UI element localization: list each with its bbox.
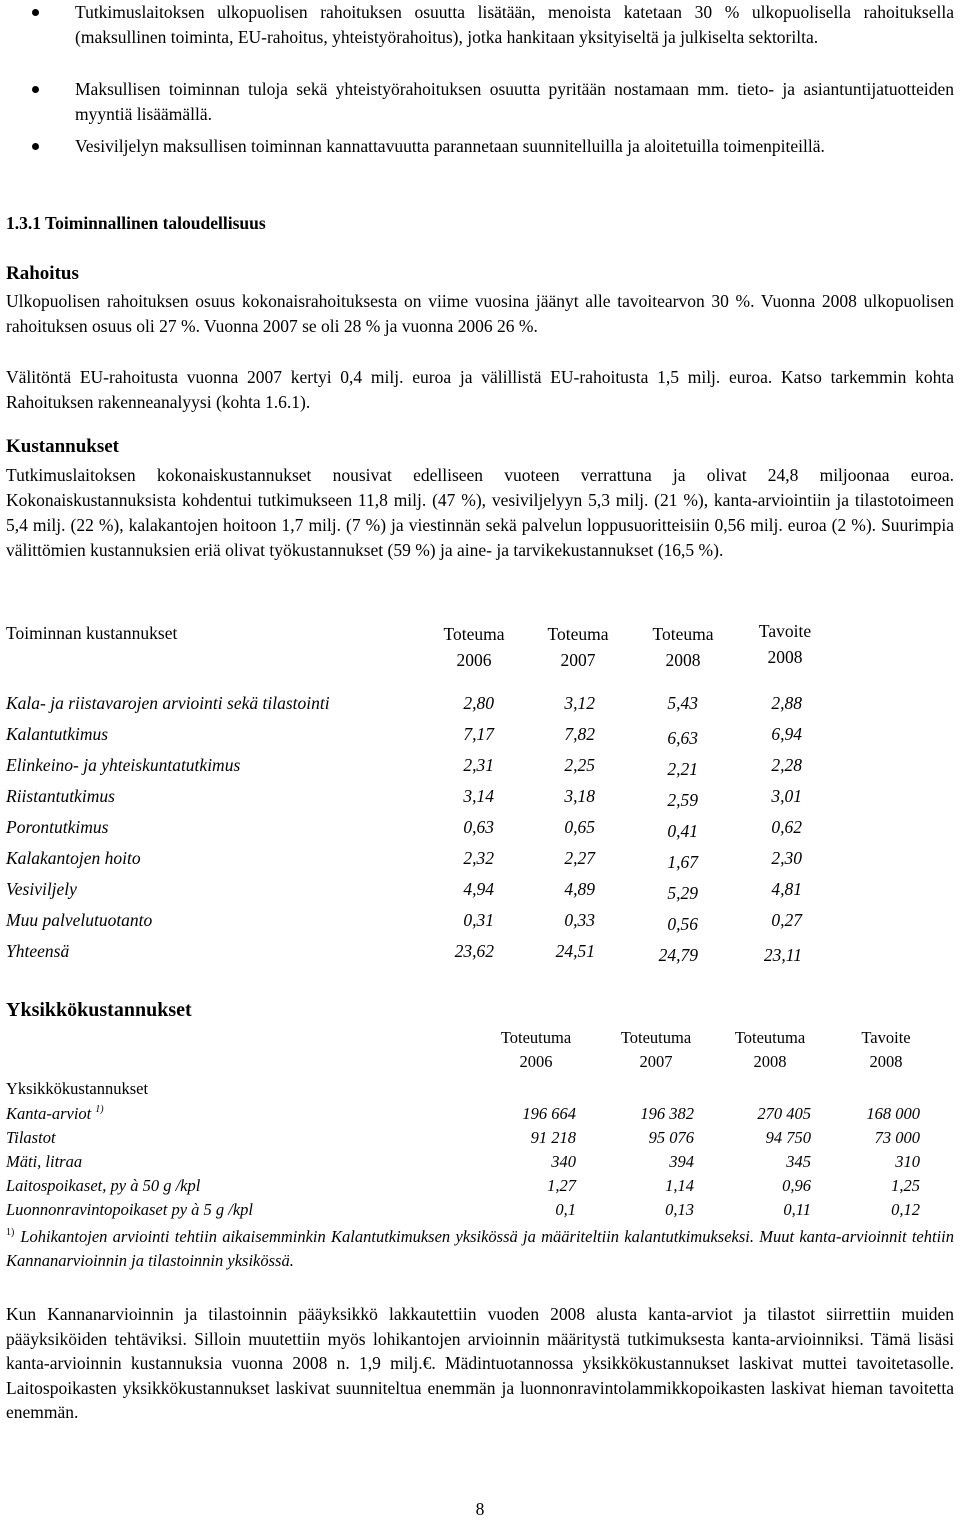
table-cell: 1,25 bbox=[891, 1176, 920, 1195]
row-label bbox=[6, 1198, 253, 1222]
unit-cost-table bbox=[6, 1026, 954, 1222]
table-cell: 0,62 bbox=[771, 817, 802, 837]
table-cell: 6,63 bbox=[667, 728, 698, 748]
kustannukset-paragraph: Tutkimuslaitoksen kokonaiskustannukset nousivat edelliseen vuoteen verrattuna ja olivat 24,8 miljoonaa euroa. Kokonaiskustannuksista kohdentui tutkimukseen 11,8 milj. (47 %), vesiviljelyyn 5,3 milj. (21 %), kanta-arviointiin ja tilastotoimeen 5,4 milj. (22 %), kalakantojen hoitoon 1,7 milj. (7 %) ja viestinnän sekä palvelun loppusuoritteisiin 0,56 milj. euroa (2 %). Suurimpia välittömien kustannuksien eriä olivat työkustannukset (59 %) ja aine- ja tarvikekustannukset (16,5 %). bbox=[6, 465, 954, 560]
cost-table bbox=[6, 621, 954, 970]
table-cell: 0,27 bbox=[771, 910, 802, 930]
table-cell: 2,27 bbox=[564, 848, 595, 868]
yksikko-heading: Yksikkökustannukset bbox=[6, 999, 192, 1021]
table-cell: 3,14 bbox=[463, 786, 494, 806]
column-header: Toteuma 2008 bbox=[652, 624, 714, 670]
cost-table-body bbox=[6, 691, 954, 970]
row-label: Elinkeino- ja yhteiskuntatutkimus bbox=[6, 755, 241, 775]
row-label bbox=[6, 1150, 82, 1174]
page-number: 8 bbox=[475, 1499, 485, 1519]
bullet-icon bbox=[32, 143, 39, 150]
table-cell: 2,21 bbox=[667, 759, 698, 779]
table-row bbox=[6, 691, 954, 722]
table-cell: 5,43 bbox=[667, 693, 698, 713]
table-cell: 0,33 bbox=[564, 910, 595, 930]
bullet-item bbox=[0, 0, 960, 50]
row-label-text: Tilastot bbox=[6, 1128, 56, 1147]
table-cell: 2,30 bbox=[771, 848, 802, 868]
row-label: Kalantutkimus bbox=[6, 724, 109, 744]
table-row bbox=[6, 846, 954, 877]
table-cell: 7,82 bbox=[564, 724, 595, 744]
table-cell: 3,01 bbox=[771, 786, 802, 806]
table-cell: 394 bbox=[669, 1152, 694, 1171]
table-cell: 0,63 bbox=[463, 817, 494, 837]
table-cell: 2,80 bbox=[463, 693, 494, 713]
cost-table-label: Toiminnan kustannukset bbox=[6, 623, 178, 643]
rahoitus-heading: Rahoitus bbox=[6, 263, 79, 284]
row-label-text: Kanta-arviot bbox=[6, 1104, 92, 1123]
row-label: Riistantutkimus bbox=[6, 786, 115, 806]
table-cell: 23,62 bbox=[454, 941, 494, 961]
bullet-text: Tutkimuslaitoksen ulkopuolisen rahoituksen osuutta lisätään, menoista katetaan 30 % ulkopuolisella rahoituksella (maksullinen toiminta, EU-rahoitus, yhteistyörahoitus), jotka hankitaan yksityiseltä ja julkiselta sektorilta. bbox=[75, 2, 954, 47]
row-label: Kala- ja riistavarojen arviointi sekä tilastointi bbox=[6, 693, 330, 713]
table-cell: 2,25 bbox=[564, 755, 595, 775]
row-label: Porontutkimus bbox=[6, 817, 109, 837]
table-cell: 1,14 bbox=[665, 1176, 694, 1195]
table-cell: 345 bbox=[786, 1152, 811, 1171]
table-cell: 270 405 bbox=[757, 1104, 811, 1123]
table-cell: 310 bbox=[895, 1152, 920, 1171]
column-header: Toteutuma 2007 bbox=[620, 1028, 692, 1071]
table-cell: 2,28 bbox=[771, 755, 802, 775]
table-row bbox=[6, 1102, 954, 1126]
table-cell: 73 000 bbox=[874, 1128, 920, 1147]
row-label: Vesiviljely bbox=[6, 879, 77, 899]
table-cell: 0,13 bbox=[665, 1200, 694, 1219]
row-label bbox=[6, 1126, 56, 1150]
row-label: Yhteensä bbox=[6, 941, 70, 961]
table-cell: 23,11 bbox=[763, 945, 802, 965]
column-header: Tavoite 2008 bbox=[758, 621, 812, 667]
table-row bbox=[6, 1126, 954, 1150]
row-label: Muu palvelutuotanto bbox=[6, 910, 153, 930]
unit-table-label: Yksikkökustannukset bbox=[6, 1079, 149, 1098]
section-heading: 1.3.1 Toiminnallinen taloudellisuus bbox=[6, 213, 266, 233]
table-cell: 1,27 bbox=[547, 1176, 576, 1195]
table-cell: 5,29 bbox=[667, 883, 698, 903]
bullet-text: Maksullisen toiminnan tuloja sekä yhteistyörahoituksen osuutta pyritään nostamaan mm. tieto- ja asiantuntijatuotteiden myyntiä lisäämällä. bbox=[75, 79, 954, 124]
column-header: Toteutuma 2008 bbox=[734, 1028, 806, 1071]
table-row bbox=[6, 1198, 954, 1222]
table-cell: 24,51 bbox=[555, 941, 595, 961]
table-cell: 24,79 bbox=[658, 945, 698, 965]
table-row bbox=[6, 1150, 954, 1174]
table-row bbox=[6, 784, 954, 815]
table-cell: 2,32 bbox=[463, 848, 494, 868]
table-cell: 1,67 bbox=[667, 852, 698, 872]
closing-paragraph: Kun Kannanarvioinnin ja tilastoinnin pääyksikkö lakkautettiin vuoden 2008 alusta kanta-arviot ja tilastot siirrettiin muiden pääyksiköiden tehtäviksi. Silloin muutettiin myös lohikantojen arvioinnin määritystä tutkimuksesta kanta-arvioinniksi. Tämä lisäsi kanta-arvioinnin kustannuksia vuonna 2008 n. 1,9 milj.€. Mädintuotannossa yksikkökustannukset laskivat muttei tavoitetasolle. Laitospoikasten yksikkökustannukset laskivat suunniteltua enemmän ja luonnonravintolammikkopoikasten laskivat hieman tavoitetta enemmän. bbox=[6, 1304, 954, 1422]
table-cell: 0,11 bbox=[783, 1200, 811, 1219]
table-cell: 0,96 bbox=[782, 1176, 811, 1195]
rahoitus-paragraph: Ulkopuolisen rahoituksen osuus kokonaisrahoituksesta on viime vuosina jäänyt alle tavoitearvon 30 %. Vuonna 2008 ulkopuolisen rahoituksen osuus oli 27 %. Vuonna 2007 se oli 28 % ja vuonna 2006 26 %. bbox=[6, 291, 954, 336]
column-header: Toteuma 2007 bbox=[547, 624, 609, 670]
row-label-text: Luonnonravintopoikaset py à 5 g /kpl bbox=[6, 1200, 254, 1219]
table-cell: 0,31 bbox=[463, 910, 494, 930]
row-label-text: Laitospoikaset, py à 50 g /kpl bbox=[6, 1176, 201, 1195]
table-cell: 0,65 bbox=[564, 817, 595, 837]
table-cell: 4,81 bbox=[771, 879, 802, 899]
unit-table-header bbox=[6, 1026, 954, 1076]
table-row bbox=[6, 1174, 954, 1198]
table-cell: 196 382 bbox=[640, 1104, 694, 1123]
column-header: Tavoite 2008 bbox=[861, 1028, 911, 1071]
bullet-icon bbox=[32, 9, 39, 16]
column-header: Toteutuma 2006 bbox=[500, 1028, 572, 1071]
row-label bbox=[6, 1174, 200, 1198]
table-cell: 94 750 bbox=[765, 1128, 811, 1147]
cost-table-header bbox=[6, 621, 954, 691]
table-row bbox=[6, 722, 954, 753]
row-label-text: Mäti, litraa bbox=[6, 1152, 83, 1171]
bullet-item bbox=[0, 77, 960, 127]
table-cell: 340 bbox=[551, 1152, 576, 1171]
table-cell: 0,1 bbox=[555, 1200, 576, 1219]
table-cell: 95 076 bbox=[648, 1128, 694, 1147]
footnote-ref: 1) bbox=[95, 1104, 104, 1115]
table-cell: 3,18 bbox=[564, 786, 595, 806]
table-cell: 0,56 bbox=[667, 914, 698, 934]
row-label: Kalakantojen hoito bbox=[6, 848, 141, 868]
table-row bbox=[6, 815, 954, 846]
table-cell: 91 218 bbox=[530, 1128, 576, 1147]
table-row bbox=[6, 753, 954, 784]
bullet-item bbox=[0, 134, 960, 159]
table-cell: 4,94 bbox=[463, 879, 494, 899]
table-cell: 2,31 bbox=[463, 755, 494, 775]
table-cell: 7,17 bbox=[463, 724, 494, 744]
footnote-text: Lohikantojen arviointi tehtiin aikaisemminkin Kalantutkimuksen yksikössä ja määriteltiin kalantutkimukseksi. Muut kanta-arvioinnit tehtiin Kannanarvioinnin ja tilastoinnin yksikössä. bbox=[6, 1227, 954, 1270]
unit-table-body bbox=[6, 1102, 954, 1222]
table-cell: 0,12 bbox=[891, 1200, 920, 1219]
table-row bbox=[6, 908, 954, 939]
table-cell: 4,89 bbox=[564, 879, 595, 899]
kustannukset-heading: Kustannukset bbox=[6, 436, 119, 457]
table-row bbox=[6, 939, 954, 970]
eu-funding-paragraph: Välitöntä EU-rahoitusta vuonna 2007 kertyi 0,4 milj. euroa ja välillistä EU-rahoitusta 1,5 milj. euroa. Katso tarkemmin kohta Rahoituksen rakenneanalyysi (kohta 1.6.1). bbox=[6, 367, 954, 412]
table-cell: 0,41 bbox=[667, 821, 698, 841]
table-cell: 196 664 bbox=[522, 1104, 576, 1123]
table-cell: 6,94 bbox=[771, 724, 802, 744]
table-cell: 2,59 bbox=[667, 790, 698, 810]
table-cell: 168 000 bbox=[866, 1104, 920, 1123]
bullet-icon bbox=[32, 86, 39, 93]
footnote-mark: 1) bbox=[6, 1227, 15, 1238]
bullet-text: Vesiviljelyn maksullisen toiminnan kannattavuutta parannetaan suunnitelluilla ja aloitetuilla toimenpiteillä. bbox=[75, 136, 825, 156]
footnote bbox=[6, 1225, 954, 1273]
column-header: Toteuma 2006 bbox=[443, 624, 505, 670]
table-cell: 3,12 bbox=[564, 693, 595, 713]
table-row bbox=[6, 877, 954, 908]
table-cell: 2,88 bbox=[771, 693, 802, 713]
row-label bbox=[6, 1102, 104, 1126]
